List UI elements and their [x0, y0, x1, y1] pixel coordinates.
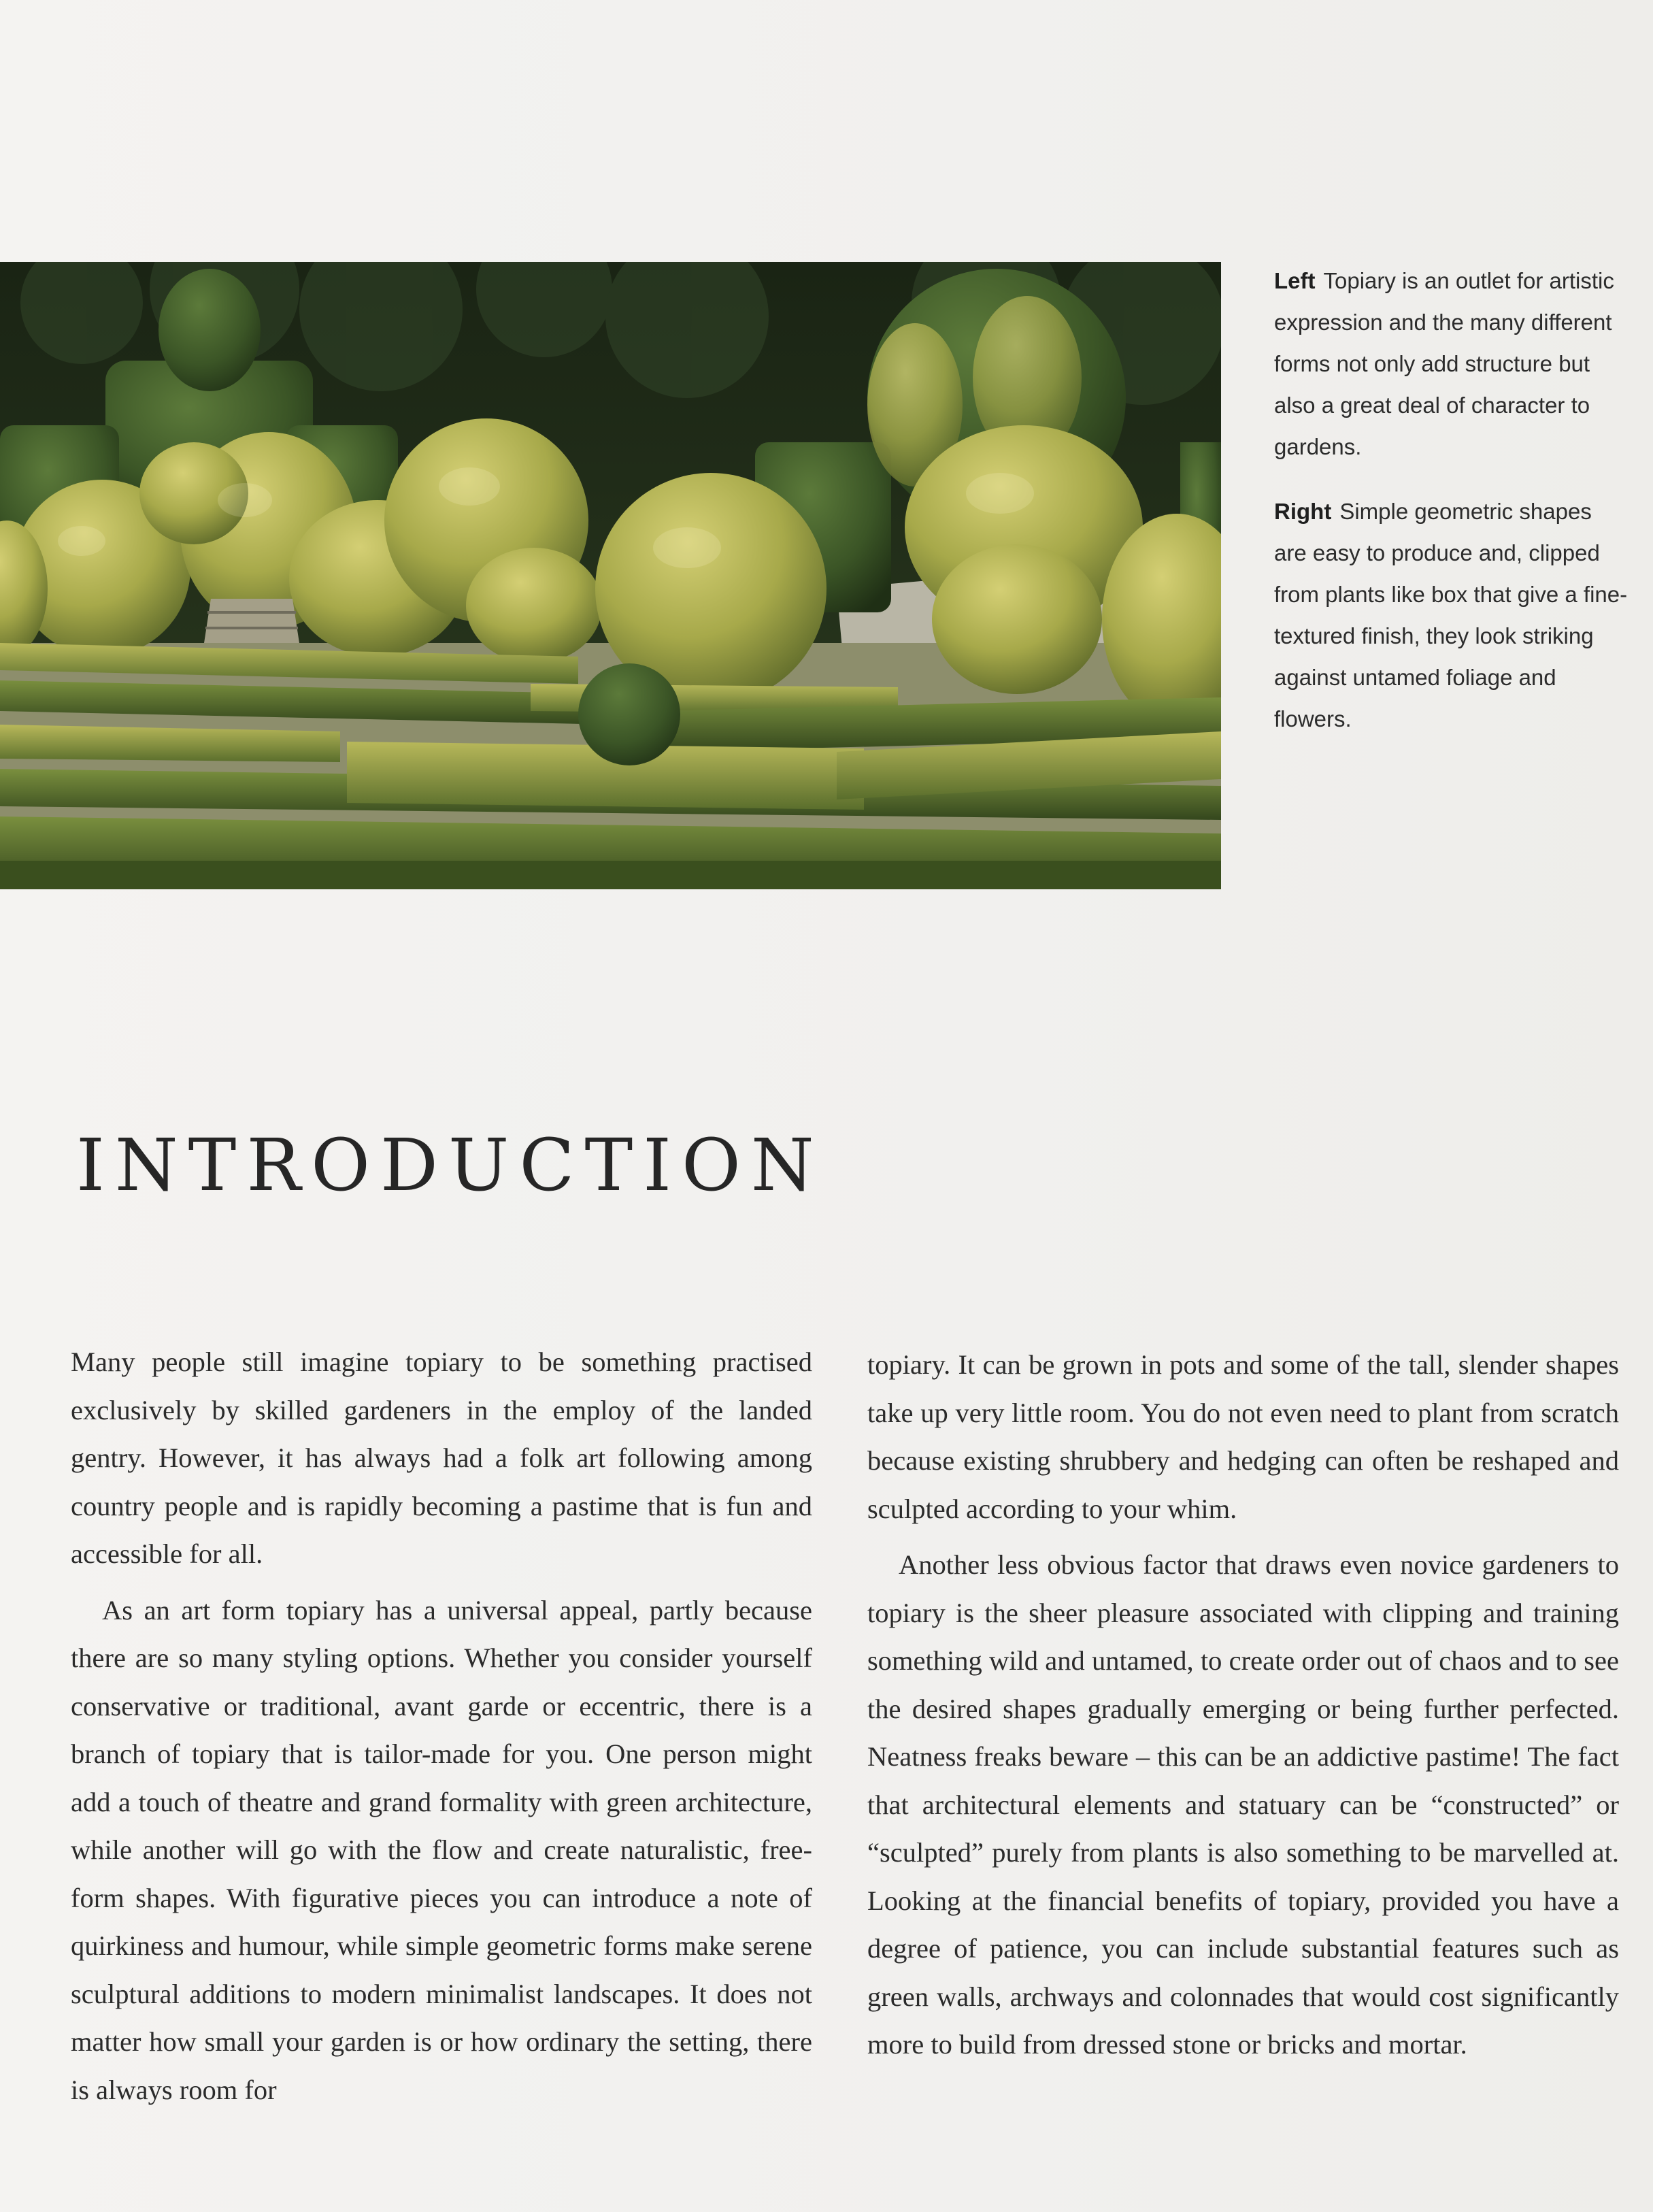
photo-captions: [1274, 260, 1628, 740]
body-paragraph: topiary. It can be grown in pots and some of the tall, slender shapes take up very little room. You do not even need to plant from scratch because existing shrubbery and hedging can often be reshaped and sculpted according to your whim.: [867, 1349, 1619, 1524]
caption-left: [1274, 260, 1628, 467]
body-column-right: [867, 1341, 1619, 2069]
topiary-garden-photo: [0, 262, 1221, 889]
body-column-left: [71, 1338, 812, 2114]
body-paragraph: Another less obvious factor that draws even novice gardeners to topiary is the sheer pleasure associated with clipping and training something wild and untamed, to create order out of chaos and to see the desired shapes gradually emerging or being further perfected. Neatness freaks beware – this can be an addictive pastime! The fact that architectural elements and statuary can be “constructed” or “sculpted” purely from plants is also something to be marvelled at. Looking at the financial benefits of topiary, provided you have a degree of patience, you can include substantial features such as green walls, archways and colonnades that would cost significantly more to build from dressed stone or bricks and mortar.: [867, 1549, 1619, 2060]
chapter-heading: INTRODUCTION: [76, 1123, 824, 1207]
caption-left-label: Left: [1274, 268, 1316, 293]
caption-left-text: Topiary is an outlet for artistic expression and the many different forms not only add structure but also a great deal of character to gardens.: [1274, 268, 1614, 459]
body-paragraph: As an art form topiary has a universal appeal, partly because there are so many styling options. Whether you consider yourself conservative or traditional, avant garde or eccentric, there is a branch of topiary that is tailor-made for you. One person might add a touch of theatre and grand formality with green architecture, while another will go with the flow and create naturalistic, free-form shapes. With figurative pieces you can introduce a note of quirkiness and humour, while simple geometric forms make serene sculptural additions to modern minimalist landscapes. It does not matter how small your garden is or how ordinary the setting, there is always room for: [71, 1594, 812, 2105]
caption-right-text: Simple geometric shapes are easy to produce and, clipped from plants like box that give a fine-textured finish, they look striking against untamed foliage and flowers.: [1274, 499, 1628, 731]
caption-right-label: Right: [1274, 499, 1332, 524]
body-paragraph: Many people still imagine topiary to be something practised exclusively by skilled gardeners in the employ of the landed gentry. However, it has always had a folk art following among country people and is rapidly becoming a pastime that is fun and accessible for all.: [71, 1347, 812, 1569]
caption-right: [1274, 491, 1628, 740]
